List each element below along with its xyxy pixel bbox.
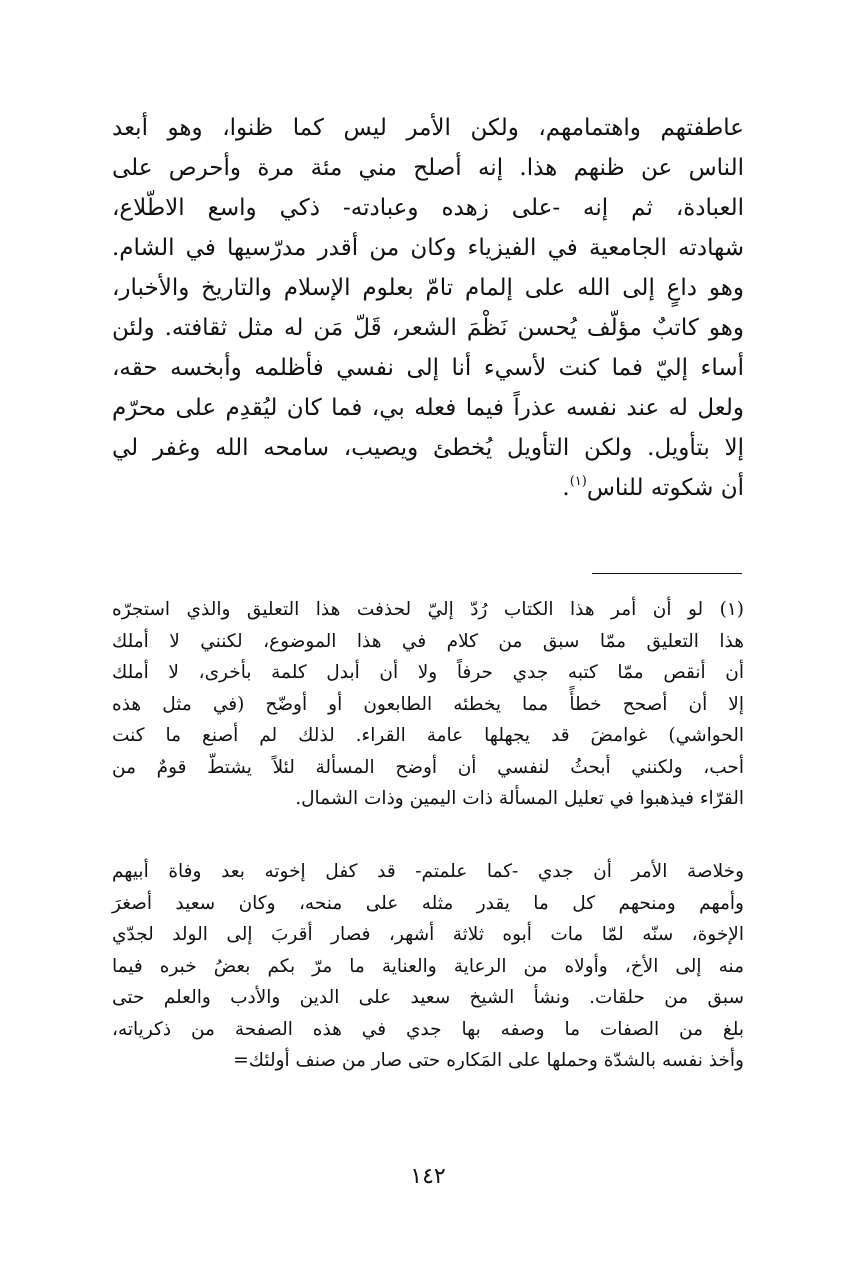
footnote-line: بلغ من الصفات ما وصفه بها جدي في هذه الصفحة من ذكرياته، (112, 1018, 744, 1040)
footnote-line: أحب، ولكنني أبحثُ لنفسي أن أوضح المسألة لئلاً يشتطّ قومٌ من (112, 756, 744, 778)
main-text-line: شهادته الجامعية في الفيزياء وكان من أقدر مدرّسيها في الشام. (112, 235, 744, 261)
footnote-line: وأخذ نفسه بالشدّة وحملها على المَكاره حتى صار من صنف أولئك= (233, 1050, 744, 1071)
footnote-line: وأمهم ومنحهم كل ما يقدر مثله على منحه، وكان سعيد أصغرَ (112, 892, 744, 914)
footnote-reference[interactable]: (١) (569, 474, 587, 489)
main-text-last-line-end: . (562, 475, 570, 501)
page-number: ١٤٢ (410, 1164, 446, 1189)
main-text-line: وهو داعٍ إلى الله على إلمام تامّ بعلوم الإسلام والتاريخ والأخبار، (112, 275, 744, 301)
footnote-separator (592, 573, 742, 574)
main-text-line: ولعل له عند نفسه عذراً فيما فعله بي، فما كان ليُقدِم على محرّم (112, 395, 744, 421)
footnote-1-continuation (112, 856, 744, 1077)
main-text-line: وهو كاتبٌ مؤلّف يُحسن نَظْمَ الشعر، قَلّ مَن له مثل ثقافته. ولئن (112, 315, 744, 341)
footnote-line: وخلاصة الأمر أن جدي -كما علمتم- قد كفل إخوته بعد وفاة أبيهم (112, 861, 744, 882)
footnote-line: هذا التعليق ممّا سبق من كلام في هذا الموضوع، لكنني لا أملك (112, 630, 744, 652)
footnote-line: القرّاء فيذهبوا في تعليل المسألة ذات اليمين وذات الشمال. (295, 788, 744, 809)
main-text-line: عاطفتهم واهتمامهم، ولكن الأمر ليس كما ظنوا، وهو أبعد (112, 115, 744, 141)
footnote-line: أن أنقص ممّا كتبه جدي حرفاً ولا أن أبدل كلمة بأخرى، لا أملك (112, 662, 744, 683)
main-text-line: إلا بتأويل. ولكن التأويل يُخطئ ويصيب، سامحه الله وغفر لي (112, 435, 744, 461)
footnote-line: منه إلى الأخ، وأولاه من الرعاية والعناية ما مرّ بكم بعضُ خبره فيما (112, 955, 744, 977)
main-text-line: الناس عن ظنهم هذا. إنه أصلح مني مئة مرة وأحرص على (112, 155, 744, 181)
main-text-line: أساء إليّ فما كنت لأسيء أنا إلى نفسي فأظلمه وأبخسه حقه، (112, 355, 744, 381)
footnote-line: إلا أن أصحح خطأً مما يخطئه الطابعون أو أوضّح (في مثل هذه (112, 693, 744, 715)
footnote-line: سبق من حلقات. ونشأ الشيخ سعيد على الدين والأدب والعلم حتى (112, 987, 744, 1008)
footnote-1 (112, 594, 744, 815)
main-text-line: العبادة، ثم إنه -على زهده وعبادته- ذكي واسع الاطّلاع، (112, 195, 744, 221)
main-text-last-line-text: أن شكوته للناس (586, 475, 744, 501)
main-text-block (112, 108, 744, 508)
footnote-line: الحواشي) غوامضَ قد يجهلها عامة القراء. لذلك لم أصنع ما كنت (112, 725, 744, 746)
main-text-last-line (112, 468, 744, 508)
footnote-line: (١) لو أن أمر هذا الكتاب رُدّ إليّ لحذفت هذا التعليق والذي استجرّه (112, 599, 744, 620)
footnote-line: الإخوة، سنّه لمّا مات أبوه ثلاثة أشهر، فصار أقربَ إلى الولد لجدّي (112, 924, 744, 945)
